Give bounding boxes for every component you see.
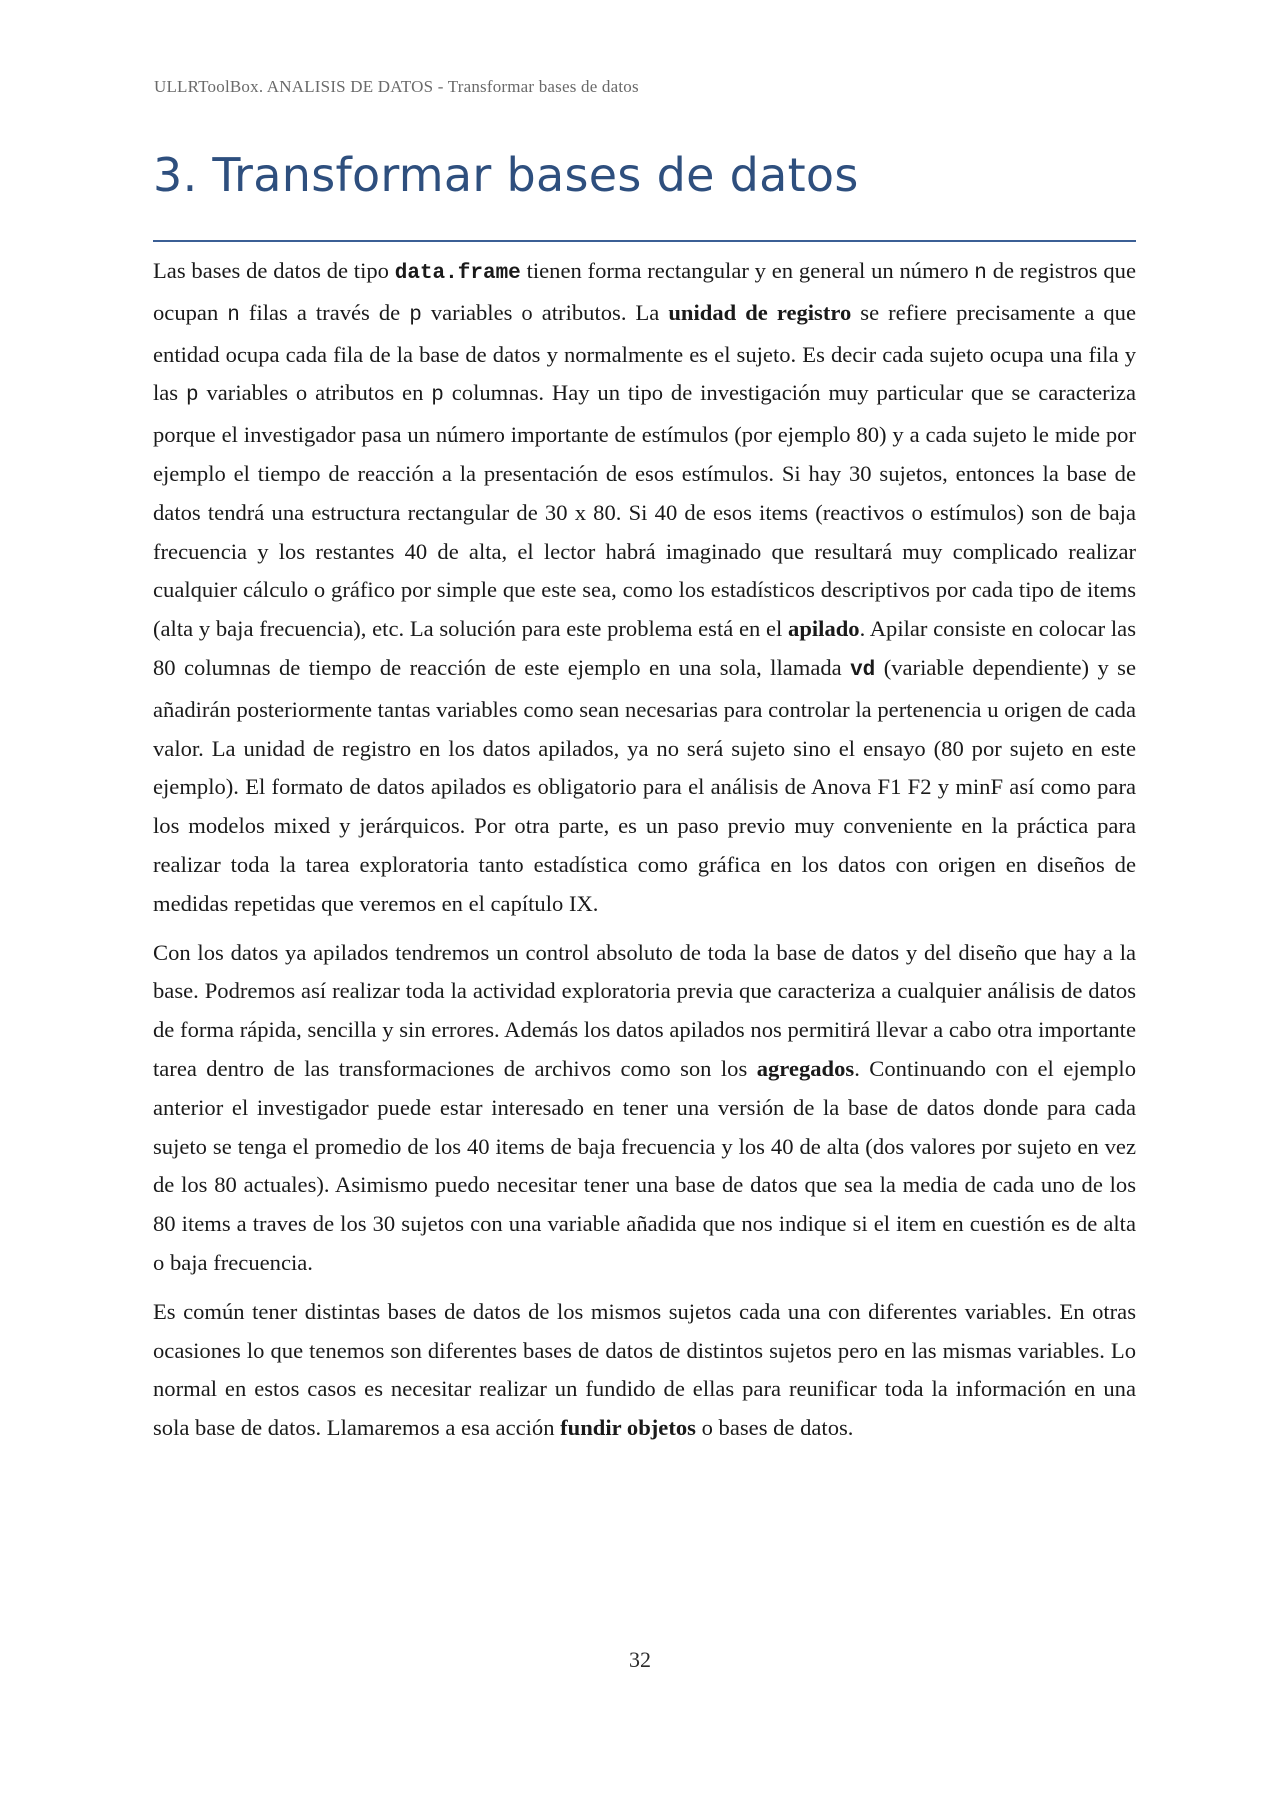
variable-n: n [227,303,240,327]
text-run: o bases de datos. [695,1415,854,1441]
text-run: Es común tener distintas bases de datos de los mismos sujetos cada una con diferentes variables. En otras ocasiones lo que tenemos son diferentes bases de datos de distintos sujetos pero en las mismas variables. Lo normal en estos casos es necesitar realizar un fundido de ellas para reunificar toda la información en una sola base de datos. Llamaremos a esa acción [153,1298,1136,1441]
text-run: Con los datos ya apilados tendremos un control absoluto de toda la base de datos y del diseño que hay a la base. Podremos así realizar toda la actividad exploratoria previa que caracteriza a cualquier análisis de datos de forma rápida, sencilla y sin errores. Además los datos apilados nos permitirá llevar a cabo otra importante tarea dentro de las transformaciones de archivos como son los [153,939,1136,1081]
text-run: de registros que ocupan [153,258,1137,325]
text-run: se refiere precisamente a que entidad ocupa cada fila de la base de datos y normalmente es el sujeto. Es decir cada sujeto ocupa una fila y las [153,299,1136,406]
text-run: . Continuando con el ejemplo anterior el investigador puede estar interesado en tener una versión de la base de datos donde para cada sujeto se tenga el promedio de los 40 items de baja frecuencia y los 40 de alta (dos valores por sujeto en vez de los 80 actuales). Asimismo puedo necesitar tener una base de datos que sea la media de cada uno de los 80 items a traves de los 30 sujetos con una variable añadida que nos indique si el item en cuestión es de alta o baja frecuencia. [153,1055,1136,1275]
variable-p: p [409,303,422,327]
title-underline-rule [153,240,1136,242]
paragraph-aggregates [153,934,1136,1283]
text-run: (variable dependiente) y se añadirán posteriormente tantas variables como sean necesarias para controlar la pertenencia u origen de cada valor. La unidad de registro en los datos apilados, ya no será sujeto sino el ensayo (80 por sujeto en este ejemplo). El formato de datos apilados es obligatorio para el análisis de Anova F1 F2 y minF así como para los modelos mixed y jerárquicos. Por otra parte, es un paso previo muy conveniente en la práctica para realizar toda la tarea exploratoria tanto estadística como gráfica en los datos con origen en diseños de medidas repetidas que veremos en el capítulo IX. [153,654,1136,916]
text-run: filas a través de [239,299,410,325]
text-run: tienen forma rectangular y en general un número [520,258,975,283]
text-run: Las bases de datos de tipo [153,258,395,283]
term-fundir-objetos: fundir objetos [560,1415,696,1441]
paragraph-stacking [153,252,1136,924]
term-unidad-de-registro: unidad de registro [668,299,852,325]
paragraph-merge [153,1293,1136,1448]
text-run: columnas. Hay un tipo de investigación muy particular que se caracteriza porque el investigador pasa un número importante de estímulos (por ejemplo 80) y a cada sujeto le mide por ejemplo el tiempo de reacción a la presentación de esos estímulos. Si hay 30 sujetos, entonces la base de datos tendrá una estructura rectangular de 30 x 80. Si 40 de esos items (reactivos o estímulos) son de baja frecuencia y los restantes 40 de alta, el lector habrá imaginado que resultará muy complicado realizar cualquier cálculo o gráfico por simple que este sea, como los estadísticos descriptivos por cada tipo de items (alta y baja frecuencia), etc. La solución para este problema está en el [153,380,1136,642]
term-apilado: apilado [788,616,860,642]
code-data-frame: data.frame [394,262,521,285]
running-header: ULLRToolBox. ANALISIS DE DATOS - Transformar bases de datos [154,77,639,96]
text-run: variables o atributos. La [421,299,669,325]
chapter-title: 3. Transformar bases de datos [153,148,859,202]
text-run: . Apilar consiste en colocar las 80 columnas de tiempo de reacción de este ejemplo en una sola, llamada [153,616,1136,680]
variable-n: n [974,262,987,285]
variable-p: p [185,384,199,408]
text-run: variables o atributos en [198,380,432,406]
code-vd: vd [850,658,876,682]
page-number: 32 [629,1647,651,1672]
body-text [153,252,1136,1458]
variable-p: p [431,384,444,408]
term-agregados: agregados [756,1055,855,1081]
